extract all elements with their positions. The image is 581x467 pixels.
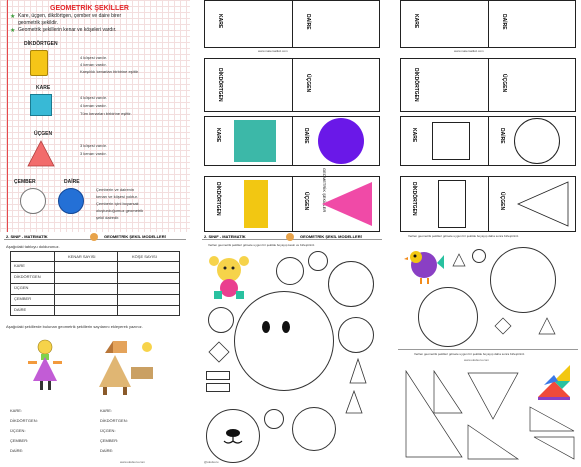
- panel-geometric-shapes-info: [0, 0, 190, 232]
- square-label: KARE: [36, 85, 51, 91]
- rect-fact-2: 4 kenarı vardır.: [80, 62, 107, 67]
- card-square-label: KARE: [215, 128, 221, 143]
- card-triangle-label: ÜÇGEN: [499, 192, 505, 211]
- card-divider: [488, 116, 489, 166]
- worksheet-header-right: GEOMETRİK ŞEKİL MODELLERİ: [300, 234, 362, 239]
- bear-nose: [220, 427, 246, 447]
- card-disc-label: DAİRE: [499, 128, 505, 144]
- rectangle-character: [30, 50, 48, 76]
- cutout-circle: [208, 307, 234, 333]
- rect-fact-1: 4 köşesi vardır.: [80, 55, 107, 60]
- square-fact-1: 4 köşesi vardır.: [80, 95, 107, 100]
- circle-character: [20, 188, 46, 214]
- cutout-rectangle: [206, 371, 230, 380]
- panel-outline-cards: [394, 0, 581, 232]
- table-row-line: [10, 272, 180, 273]
- circle-label: ÇEMBER: [14, 179, 36, 185]
- star-icon: ★: [10, 14, 16, 20]
- card-divider: [292, 58, 293, 112]
- table-row-label: ÜÇGEN: [14, 285, 29, 290]
- table-header-edges: KENAR SAYISI: [68, 254, 96, 259]
- cutout-circle: [472, 249, 486, 263]
- footer-handle: @okulsoru: [204, 460, 219, 464]
- cutout-triangle: [344, 389, 364, 415]
- triangle-fact-1: 3 köşesi vardır.: [80, 143, 107, 148]
- tangram-pieces-right: [528, 405, 576, 461]
- table-row-line: [10, 261, 180, 262]
- margin-line: [7, 0, 8, 232]
- table-row-line: [10, 294, 180, 295]
- colored-disc: [318, 118, 364, 164]
- card-disc-label: DAİRE: [305, 14, 311, 30]
- count-label: DİKDÖRTGEN:: [100, 418, 128, 423]
- eye: [282, 321, 290, 333]
- question-2: Aşağıdaki şekillerde bulunan geometrik şekillerin sayılarını ekleyerek yazınız.: [6, 324, 143, 329]
- colored-rectangle: [244, 180, 268, 228]
- footer-label: GEOMETRİK ŞEKİLLER: [322, 168, 327, 213]
- circle-fact-4: oluşturduğumuz geometrik: [96, 208, 144, 213]
- question-1: Aşağıdaki tabloyu doldurunuz.: [6, 244, 60, 249]
- count-label: ÇEMBER:: [10, 438, 29, 443]
- card-triangle-label: ÜÇGEN: [305, 74, 311, 93]
- count-label: ÇEMBER:: [100, 438, 119, 443]
- card-rect-label: DİKDÖRTGEN: [411, 182, 417, 216]
- tangram-pieces-left: [404, 369, 464, 461]
- website: www.matematikci.com: [454, 49, 484, 53]
- count-label: KARE:: [100, 408, 113, 413]
- table-row-line: [10, 305, 180, 306]
- bear-model: [208, 255, 250, 301]
- bird-model: [404, 245, 444, 285]
- card-divider: [292, 0, 293, 48]
- card-divider: [488, 0, 489, 48]
- square-fact-2: 4 kenarı vardır.: [80, 103, 107, 108]
- card-rect-label: DİKDÖRTGEN: [215, 182, 221, 216]
- card-rect-label: DİKDÖRTGEN: [413, 68, 419, 102]
- star-icon: ★: [10, 28, 16, 34]
- card-disc-label: DAİRE: [501, 14, 507, 30]
- disc-character: [58, 188, 84, 214]
- page-title: GEOMETRİK ŞEKİLLER: [50, 5, 129, 12]
- count-label: ÜÇGEN:: [100, 428, 116, 433]
- count-label: DİKDÖRTGEN:: [10, 418, 38, 423]
- count-label: DAİRE:: [10, 448, 24, 453]
- table-row-label: KARE: [14, 263, 25, 268]
- circle-fact-2: kenarı ve köşesi yoktur.: [96, 194, 138, 199]
- card-rect-label: DİKDÖRTGEN: [217, 68, 223, 102]
- eye: [262, 321, 270, 333]
- table-header-corners: KÖŞE SAYISI: [132, 254, 157, 259]
- cutout-triangle: [538, 317, 556, 335]
- count-label: ÜÇGEN:: [10, 428, 26, 433]
- triangle-label: ÜÇGEN: [34, 131, 53, 137]
- cutout-circle: [338, 317, 374, 353]
- card-divider: [292, 116, 293, 166]
- table-row-label: ÇEMBER: [14, 296, 32, 301]
- dog-shape-figure: [95, 337, 165, 397]
- card-disc-label: DAİRE: [303, 128, 309, 144]
- rect-fact-3: Karşılıklı kenarları birbirine eşittir.: [80, 69, 139, 74]
- instruction-1: Verilen geometrik şekilleri görsele uygun bir şekilde boyayıp daha sonra birleştiriniz.: [408, 234, 520, 238]
- square-character: [30, 94, 52, 116]
- outline-disc: [514, 118, 560, 164]
- panel-bear-cutouts: [198, 233, 386, 467]
- cutout-circle: [308, 251, 328, 271]
- cutout-circle: [328, 261, 374, 307]
- intro-line-3: Geometrik şekillerin kenar ve köşeleri vardır.: [18, 27, 117, 33]
- panel-bird-tangram: [394, 233, 581, 467]
- circle-fact-5: şekil dairedir.: [96, 215, 120, 220]
- footer-website: www.okulsoru.com: [120, 460, 146, 464]
- cutout-circle: [418, 287, 478, 347]
- logo: [286, 233, 294, 241]
- colored-triangle: [320, 180, 374, 228]
- triangle-character: [27, 140, 55, 168]
- cutout-rectangle: [206, 383, 230, 392]
- cutout-circle: [490, 247, 556, 313]
- cutout-circle: [276, 257, 304, 285]
- cutout-circle: [292, 407, 336, 451]
- worksheet-header: 2. SINIF - MATEMATİK: [204, 234, 246, 239]
- outline-rectangle: [438, 180, 466, 228]
- girl-shape-figure: [20, 337, 70, 397]
- card-divider: [488, 176, 489, 232]
- tangram-pieces-middle: [464, 369, 522, 461]
- colored-square: [234, 120, 276, 162]
- card-square-label: KARE: [217, 14, 223, 29]
- outline-triangle: [516, 180, 570, 228]
- worksheet-header-right: GEOMETRİK ŞEKİL MODELLERİ: [104, 234, 166, 239]
- panel-worksheet-table: [0, 233, 190, 467]
- circle-fact-3: Çemberin içini boyarsak: [96, 201, 139, 206]
- outline-square: [432, 122, 470, 160]
- instruction-2: Verilen geometrik şekilleri görsele uygun bir şekilde boyayıp daha sonra birleştiriniz.: [414, 352, 526, 356]
- panel-colored-cards: [198, 0, 386, 232]
- cutout-diamond: [208, 341, 230, 363]
- cutout-diamond: [494, 317, 512, 335]
- card-triangle-label: ÜÇGEN: [501, 74, 507, 93]
- card-divider: [292, 176, 293, 232]
- card-square-label: KARE: [413, 14, 419, 29]
- circle-fact-1: Çemberin ve dairenin: [96, 187, 135, 192]
- cutout-triangle: [452, 253, 466, 267]
- rect-label: DİKDÖRTGEN: [24, 41, 58, 47]
- cutout-circle: [264, 409, 284, 429]
- card-divider: [488, 58, 489, 112]
- table-row-label: DİKDÖRTGEN: [14, 274, 41, 279]
- count-label: DAİRE:: [100, 448, 114, 453]
- table-row-label: DAİRE: [14, 307, 27, 312]
- logo: [90, 233, 98, 241]
- worksheet-header: 2. SINIF - MATEMATİK: [6, 234, 48, 239]
- instruction: Verilen geometrik şekilleri görsele uygun bir şekilde boyayıp kesin ve birleştiriniz.: [208, 243, 316, 247]
- intro-line-2: geometrik şekildir.: [18, 20, 59, 26]
- count-label: KARE:: [10, 408, 23, 413]
- tangram-model: [534, 361, 576, 401]
- website: www.okulsoru.com: [464, 358, 490, 362]
- cutout-bear-head: [234, 291, 334, 391]
- cutout-triangle: [348, 357, 368, 385]
- website: www.matematikci.com: [258, 49, 288, 53]
- square-fact-3: Tüm kenarları birbirine eşittir.: [80, 111, 132, 116]
- intro-line-1: Kare, üçgen, dikdörtgen, çember ve daire birer: [18, 13, 122, 19]
- table-row-line: [10, 283, 180, 284]
- disc-label: DAİRE: [64, 179, 80, 185]
- divider: [398, 349, 578, 350]
- card-triangle-label: ÜÇGEN: [303, 192, 309, 211]
- triangle-fact-2: 3 kenarı vardır.: [80, 151, 107, 156]
- card-square-label: KARE: [411, 128, 417, 143]
